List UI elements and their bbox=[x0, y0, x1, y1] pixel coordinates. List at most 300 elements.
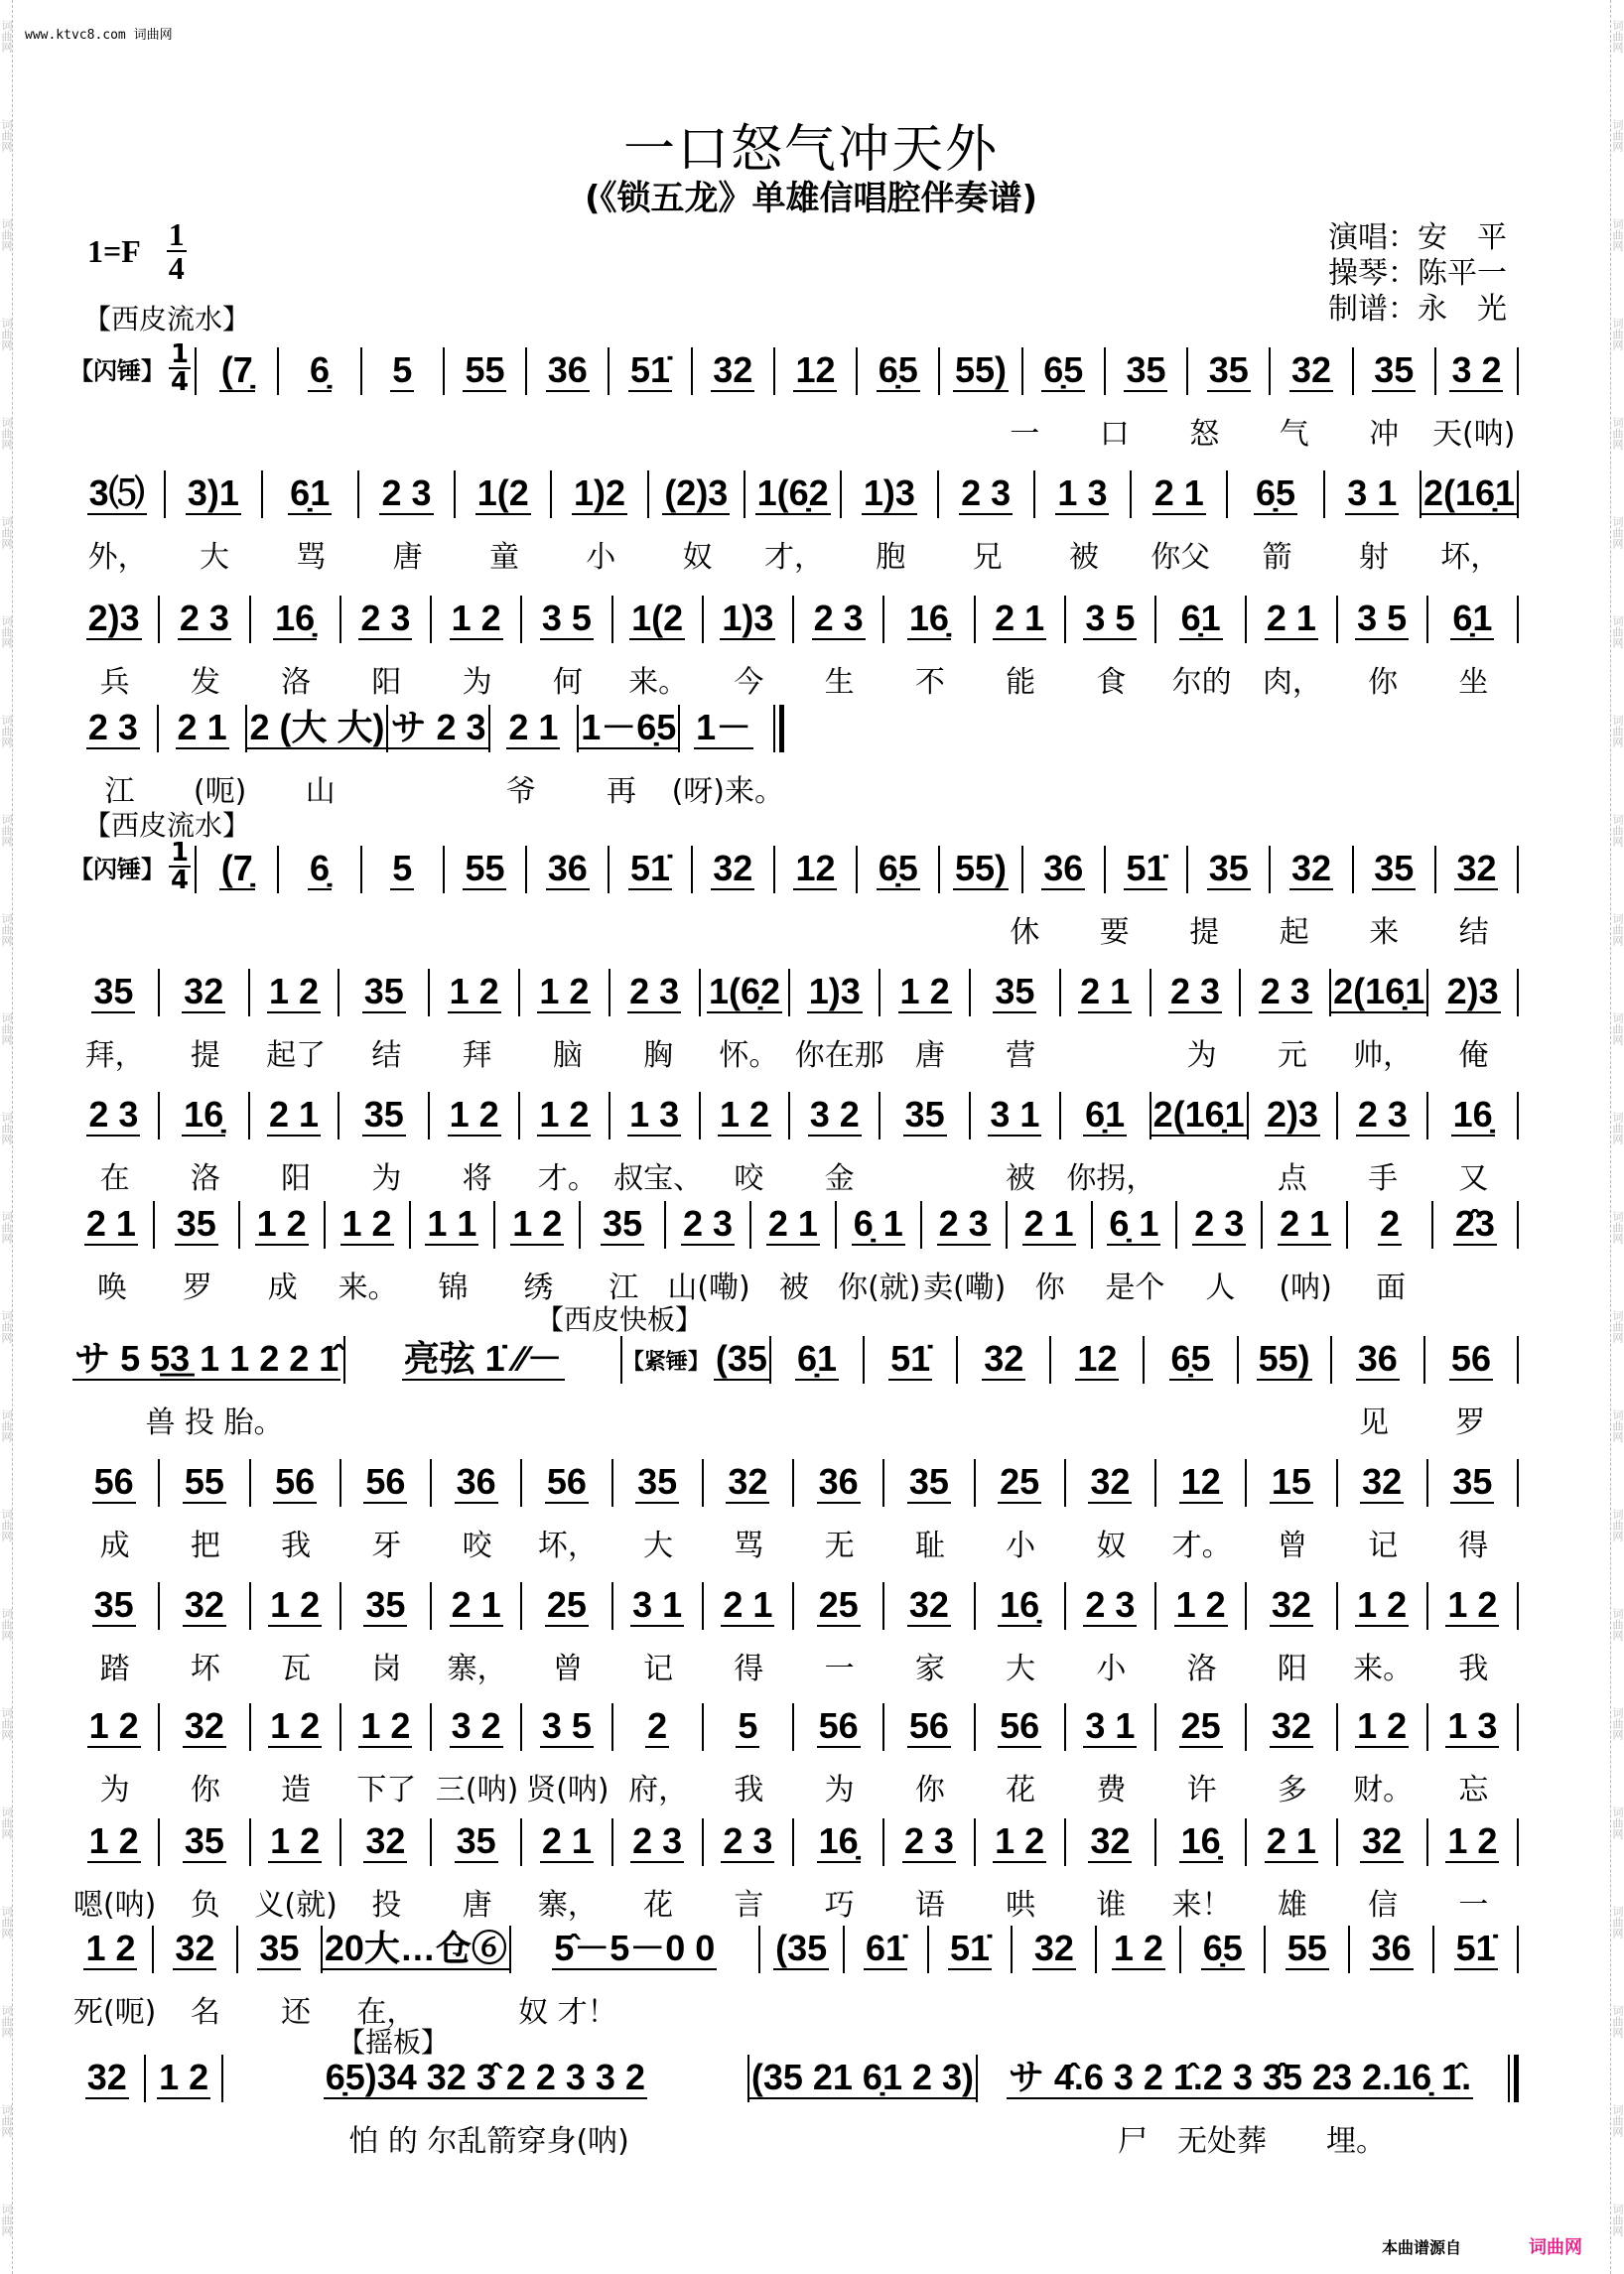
credit-fiddle: 操琴：陈平一 bbox=[1328, 256, 1507, 291]
measure-notes: 56 bbox=[1000, 1705, 1040, 1746]
lyrics-line bbox=[69, 657, 1519, 701]
time-signature: $\frac{1}{4}$ bbox=[168, 216, 185, 286]
measure bbox=[324, 1201, 409, 1249]
barline bbox=[1517, 596, 1519, 643]
measure bbox=[520, 1818, 610, 1866]
measure-notes: 6̣5 bbox=[1202, 1928, 1243, 1968]
lyric: 山(嘞) bbox=[667, 1271, 750, 1305]
measure bbox=[488, 705, 578, 752]
measure bbox=[1336, 1582, 1426, 1630]
measure-notes: (35 21 6̣1 2 3) bbox=[750, 2057, 974, 2097]
notes-line bbox=[69, 1201, 1519, 1249]
lyrics-line bbox=[69, 766, 784, 810]
measure-notes: 6̣ 1 bbox=[1109, 1203, 1159, 1244]
notes-line bbox=[69, 1092, 1519, 1139]
measure-notes: 32 bbox=[365, 1820, 406, 1861]
lyric: 卖(嘞) bbox=[922, 1271, 1007, 1305]
barline bbox=[1517, 1818, 1519, 1866]
measure bbox=[443, 347, 525, 395]
time-signature bbox=[169, 341, 191, 395]
measure-notes: 51̇ bbox=[629, 848, 670, 888]
measure bbox=[856, 347, 938, 395]
measure-notes: 36 bbox=[1371, 1928, 1412, 1968]
measure bbox=[1348, 1926, 1432, 1973]
lyric: 奴 bbox=[682, 540, 713, 575]
lyric: 奴 bbox=[1096, 1529, 1127, 1563]
measure-notes: 2 1 bbox=[268, 1094, 320, 1135]
measure-notes: 6̣5 bbox=[878, 848, 918, 888]
measure bbox=[609, 969, 699, 1016]
measure bbox=[702, 1703, 792, 1751]
lyric: 来。 bbox=[1353, 1652, 1414, 1686]
lyric: 嗯(呐) bbox=[72, 1888, 157, 1923]
measure-notes: 6̣ bbox=[309, 349, 330, 390]
measure-notes: 16̣ bbox=[1180, 1820, 1221, 1861]
lyric bbox=[1156, 1153, 1247, 1197]
measure-notes: 51̇ bbox=[890, 1338, 931, 1379]
notes-line bbox=[69, 1703, 1519, 1751]
lyric: 三(呐) bbox=[435, 1773, 519, 1807]
lyric: 气 bbox=[1279, 417, 1309, 452]
lyric: 把 bbox=[190, 1529, 220, 1563]
watermark-mark: 词曲网 bbox=[1611, 1806, 1624, 1839]
notes-line bbox=[69, 1459, 1519, 1507]
lyric: (呀)来。 bbox=[671, 774, 784, 809]
lyric: 多 bbox=[1277, 1773, 1307, 1807]
measure bbox=[611, 1459, 702, 1507]
measure-notes: 3 1 bbox=[1347, 472, 1398, 513]
measure bbox=[856, 846, 938, 893]
page-subtitle: (《锁五龙》单雄信唱腔伴奏谱) bbox=[584, 179, 1038, 218]
measure bbox=[702, 1582, 792, 1630]
measure-notes: 1 1 bbox=[427, 1203, 477, 1244]
measure-notes: 32 bbox=[175, 1928, 215, 1968]
measure bbox=[153, 1201, 238, 1249]
notes-line bbox=[69, 705, 784, 752]
measure-notes: 35 bbox=[603, 1203, 643, 1244]
measure bbox=[69, 1092, 158, 1139]
measure bbox=[1432, 1926, 1517, 1973]
measure-notes: 32 bbox=[1271, 1705, 1311, 1746]
measure bbox=[1104, 846, 1186, 893]
measure-notes: 2(16̣1 bbox=[1422, 472, 1516, 513]
measure bbox=[1336, 1818, 1426, 1866]
lyric: 投 bbox=[371, 1888, 402, 1923]
barline bbox=[1517, 1092, 1519, 1139]
measure bbox=[1245, 1703, 1335, 1751]
lyric: 人 bbox=[1205, 1271, 1236, 1305]
measure-notes: 1 2 bbox=[451, 598, 501, 638]
watermark-mark: 词曲网 bbox=[0, 615, 13, 648]
measure-notes: 56 bbox=[1450, 1338, 1491, 1379]
lyric: 起 bbox=[1279, 915, 1309, 950]
lyric: 你 bbox=[1034, 1271, 1065, 1305]
lyric: 来 bbox=[1369, 915, 1400, 950]
measure-notes: 1 2 bbox=[539, 1094, 590, 1135]
watermark-mark: 词曲网 bbox=[0, 417, 13, 450]
watermark-mark: 词曲网 bbox=[0, 1310, 13, 1343]
lyric: 踏 bbox=[99, 1652, 130, 1686]
lyric: 绣 bbox=[523, 1271, 554, 1305]
lyric: 记 bbox=[1368, 1529, 1399, 1563]
measure-notes: 61̇ bbox=[866, 1928, 906, 1968]
lyric: (呐) bbox=[1279, 1271, 1332, 1305]
barline bbox=[1517, 1582, 1519, 1630]
lyric bbox=[704, 1987, 794, 2031]
lyric bbox=[441, 907, 531, 951]
lyrics-line bbox=[69, 907, 1519, 951]
measure-notes: 1(6̣2 bbox=[708, 971, 780, 1011]
measure bbox=[69, 2055, 144, 2102]
lyric bbox=[172, 409, 262, 453]
measure bbox=[1130, 470, 1226, 518]
lyric: 为 bbox=[99, 1773, 130, 1807]
measure-notes: 6̣5 bbox=[1043, 349, 1084, 390]
percussion-prefix bbox=[69, 840, 191, 893]
measure bbox=[428, 1092, 518, 1139]
measure-notes: 25 bbox=[546, 1584, 587, 1625]
lyric bbox=[711, 409, 801, 453]
measure-notes: 56 bbox=[365, 1461, 406, 1502]
lyric: 阳 bbox=[371, 665, 402, 700]
lyric: 射 bbox=[1358, 540, 1389, 575]
measure-notes: 2 3 bbox=[961, 472, 1012, 513]
page-title: 一口怒气冲天外 bbox=[622, 120, 999, 180]
measure-notes: 2)3 bbox=[1267, 1094, 1319, 1135]
measure-notes: 25 bbox=[1180, 1705, 1221, 1746]
measure-notes: (7̣ bbox=[220, 848, 253, 888]
measure bbox=[1064, 1459, 1154, 1507]
measure-notes: 2 3 bbox=[1357, 1094, 1408, 1135]
measure-notes: 15 bbox=[1271, 1461, 1311, 1502]
measure bbox=[343, 1336, 619, 1384]
measure-notes: 6̣5 bbox=[1170, 1338, 1211, 1379]
watermark-mark: 词曲网 bbox=[1611, 1211, 1624, 1244]
notes-line bbox=[69, 2055, 1519, 2102]
measure-notes: 55 bbox=[184, 1461, 224, 1502]
lyric: 无 bbox=[824, 1529, 855, 1563]
score-row bbox=[69, 1926, 1519, 2031]
measure bbox=[969, 969, 1059, 1016]
measure bbox=[699, 1092, 789, 1139]
score-row bbox=[69, 339, 1519, 453]
measure-notes: 32 bbox=[1362, 1820, 1403, 1861]
measure bbox=[1426, 969, 1517, 1016]
measure bbox=[882, 1703, 973, 1751]
measure bbox=[1011, 1926, 1095, 1973]
measure-notes: 1 2 bbox=[539, 971, 590, 1011]
measure bbox=[158, 1703, 248, 1751]
lyric: 不 bbox=[914, 665, 945, 700]
lyric bbox=[351, 409, 442, 453]
lyric: 叔宝、 bbox=[613, 1161, 704, 1196]
measure bbox=[1426, 596, 1517, 643]
lyric bbox=[890, 907, 981, 951]
lyric: 洛 bbox=[190, 1161, 220, 1196]
measure-notes: 6̣1 bbox=[1085, 1094, 1126, 1135]
lyrics-line bbox=[69, 1263, 1519, 1306]
lyric: 兄 bbox=[972, 540, 1003, 575]
lyric bbox=[441, 409, 531, 453]
measure-notes: 2(16̣1 bbox=[1152, 1094, 1245, 1135]
lyric: 天(呐) bbox=[1432, 417, 1516, 452]
measure-notes: 16̣ bbox=[1000, 1584, 1040, 1625]
measure-notes: 2 1 bbox=[1153, 472, 1204, 513]
measure bbox=[956, 1336, 1049, 1384]
measure bbox=[969, 1092, 1059, 1139]
lyric: 我 bbox=[734, 1773, 764, 1807]
lyric: 来！ bbox=[1171, 1888, 1232, 1923]
measure-notes: 2 bbox=[647, 1705, 668, 1746]
measure bbox=[339, 1818, 430, 1866]
watermark-mark: 词曲网 bbox=[1611, 119, 1624, 152]
measure bbox=[749, 1201, 835, 1249]
measure-notes: 51̇ bbox=[949, 1928, 991, 1968]
measure-notes: 3 2 bbox=[451, 1705, 501, 1746]
measure bbox=[277, 347, 359, 395]
watermark-mark: 词曲网 bbox=[1611, 715, 1624, 747]
measure bbox=[620, 1336, 769, 1384]
measure bbox=[609, 1092, 699, 1139]
measure bbox=[1006, 1201, 1091, 1249]
measure bbox=[792, 596, 882, 643]
notes-line bbox=[69, 1926, 1519, 1973]
lyric: 大 bbox=[199, 540, 229, 575]
measure bbox=[788, 969, 879, 1016]
lyric: 发 bbox=[190, 665, 220, 700]
measure-notes: (35 bbox=[775, 1928, 828, 1968]
lyric: 罗 bbox=[1455, 1405, 1486, 1440]
measure-notes: 1 2 bbox=[270, 1584, 321, 1625]
site-url[interactable]: www.ktvc8.com 词曲网 bbox=[25, 28, 173, 43]
lyric bbox=[884, 1153, 975, 1197]
measure-notes: 2 1 bbox=[1023, 1203, 1074, 1244]
measure-notes: 16̣ bbox=[1452, 1094, 1493, 1135]
measure-notes: 36 bbox=[547, 349, 588, 390]
lyric: 洛 bbox=[1186, 1652, 1217, 1686]
watermark-mark: 词曲网 bbox=[1611, 1310, 1624, 1343]
lyric bbox=[843, 1398, 939, 1441]
measure-notes: 36 bbox=[818, 1461, 859, 1502]
measure bbox=[428, 969, 518, 1016]
measure-notes: 3 5 bbox=[541, 1705, 592, 1746]
measure bbox=[238, 1201, 324, 1249]
measure bbox=[1064, 1582, 1154, 1630]
measure bbox=[1352, 846, 1434, 893]
measure bbox=[321, 1926, 509, 1973]
watermark-mark: 词曲网 bbox=[0, 1211, 13, 1244]
measure-notes: 2 3 bbox=[1085, 1584, 1136, 1625]
measure bbox=[1059, 969, 1150, 1016]
measure-notes: 5̂－5－0 0 bbox=[554, 1928, 716, 1968]
measure-notes: 亮弦 1̇ ∕∕－ bbox=[403, 1338, 563, 1379]
measure bbox=[360, 846, 443, 893]
lyric: 金 bbox=[824, 1161, 855, 1196]
lyric: 谁 bbox=[1096, 1888, 1127, 1923]
measure bbox=[152, 1926, 236, 1973]
watermark-mark: 词曲网 bbox=[0, 1112, 13, 1144]
measure bbox=[339, 1703, 430, 1751]
measure bbox=[430, 1818, 520, 1866]
lyric: 我 bbox=[281, 1529, 312, 1563]
measure-notes: 1 2 bbox=[512, 1203, 563, 1244]
measure bbox=[920, 1201, 1006, 1249]
measure-notes: 1)3 bbox=[722, 598, 774, 638]
measure bbox=[1064, 1703, 1154, 1751]
measure-notes: 36 bbox=[1357, 1338, 1398, 1379]
lyric: 手 bbox=[1368, 1161, 1399, 1196]
lyric bbox=[711, 907, 801, 951]
measure bbox=[493, 1201, 579, 1249]
measure bbox=[1323, 470, 1420, 518]
measure bbox=[1434, 846, 1517, 893]
measure-notes: 1(6̣2 bbox=[756, 472, 829, 513]
lyric: 忘 bbox=[1458, 1773, 1489, 1807]
lyric: 信 bbox=[1368, 1888, 1399, 1923]
measure bbox=[1237, 1336, 1330, 1384]
lyric: 寨， bbox=[447, 1652, 507, 1686]
measure bbox=[1426, 1818, 1517, 1866]
measure-notes: 1 2 bbox=[719, 1094, 769, 1135]
measure-notes: サ 5 5͟3 1 1 2 2 1̂ bbox=[74, 1338, 339, 1379]
measure bbox=[1154, 1703, 1245, 1751]
measure-notes: 6̣1 bbox=[1452, 598, 1493, 638]
measure bbox=[430, 1582, 520, 1630]
measure-notes: 35 bbox=[184, 1820, 224, 1861]
lyric bbox=[1433, 1263, 1519, 1306]
lyric bbox=[1133, 1398, 1229, 1441]
lyric: 下了 bbox=[356, 1773, 417, 1807]
watermark-mark: 词曲网 bbox=[1611, 814, 1624, 847]
measure bbox=[699, 969, 789, 1016]
lyric bbox=[745, 1398, 842, 1441]
measure bbox=[1247, 1092, 1337, 1139]
lyric: 要 bbox=[1099, 915, 1130, 950]
time-top: 1 bbox=[171, 838, 190, 868]
measure-notes: 32 bbox=[713, 848, 753, 888]
measure bbox=[758, 1926, 843, 1973]
lyric: 你父 bbox=[1150, 540, 1211, 575]
measure-notes: 16̣ bbox=[908, 598, 949, 638]
key-signature bbox=[87, 218, 187, 284]
measure-notes: 2)3 bbox=[1446, 971, 1499, 1011]
lyric: 锦 bbox=[438, 1271, 469, 1305]
measure bbox=[744, 470, 840, 518]
measure bbox=[664, 1201, 749, 1249]
measure-notes: 3 1 bbox=[990, 1094, 1040, 1135]
measure bbox=[974, 596, 1064, 643]
measure-notes: 2 1 bbox=[995, 598, 1045, 638]
measure-notes: 32 bbox=[984, 1338, 1024, 1379]
measure bbox=[195, 846, 277, 893]
measure bbox=[454, 470, 550, 518]
lyric: 咬 bbox=[462, 1529, 492, 1563]
measure bbox=[792, 1582, 882, 1630]
lyric: 耻 bbox=[914, 1529, 945, 1563]
measure-notes: 2 1 bbox=[85, 1203, 136, 1244]
lyric: 怒 bbox=[1189, 417, 1220, 452]
measure bbox=[1154, 1459, 1245, 1507]
measure bbox=[882, 1459, 973, 1507]
time-top: 1 bbox=[171, 339, 190, 369]
measure-notes: 1 2 bbox=[1447, 1584, 1498, 1625]
measure bbox=[509, 1926, 758, 1973]
measure-notes: 1 2 bbox=[256, 1203, 307, 1244]
measure-notes: 35 bbox=[176, 1203, 216, 1244]
lyric: 坏， bbox=[537, 1529, 598, 1563]
lyric: 义(就) bbox=[254, 1888, 338, 1923]
lyric: 你 bbox=[190, 1773, 220, 1807]
measure bbox=[1245, 596, 1335, 643]
lyric: 瓦 bbox=[281, 1652, 312, 1686]
measure bbox=[1269, 347, 1351, 395]
measure-notes: 35 bbox=[908, 1461, 949, 1502]
measure-notes: 32 bbox=[1033, 1928, 1074, 1968]
measure bbox=[843, 1926, 927, 1973]
lyric: 许 bbox=[1186, 1773, 1217, 1807]
measure bbox=[882, 1818, 973, 1866]
measure-notes: 1)3 bbox=[808, 971, 861, 1011]
lyric: 岗 bbox=[371, 1652, 402, 1686]
measure-notes: 16̣ bbox=[818, 1820, 859, 1861]
lyric: 成 bbox=[99, 1529, 130, 1563]
measure bbox=[69, 969, 158, 1016]
barline bbox=[1517, 846, 1519, 893]
watermark-mark: 词曲网 bbox=[0, 318, 13, 350]
lyric bbox=[370, 766, 471, 810]
measure bbox=[1064, 1818, 1154, 1866]
measure-notes: 3 1 bbox=[632, 1584, 683, 1625]
measure-notes: 1 2 bbox=[88, 1705, 139, 1746]
lyric: 箭 bbox=[1262, 540, 1292, 575]
lyric: 今 bbox=[734, 665, 764, 700]
lyric: 骂 bbox=[296, 540, 327, 575]
measure bbox=[221, 2055, 747, 2102]
lyric: 花 bbox=[1006, 1773, 1036, 1807]
lyric: 阳 bbox=[1277, 1652, 1307, 1686]
measure bbox=[611, 596, 702, 643]
measure-notes: 1 2 bbox=[1357, 1584, 1408, 1625]
measure bbox=[277, 846, 359, 893]
measure-notes: 35 bbox=[1374, 349, 1415, 390]
measure bbox=[840, 470, 936, 518]
lyric: 我 bbox=[1458, 1652, 1489, 1686]
measure-notes: 1 3 bbox=[1057, 472, 1108, 513]
score-row bbox=[69, 1703, 1519, 1808]
measure bbox=[339, 1582, 430, 1630]
measure-notes: 32 bbox=[1090, 1820, 1131, 1861]
lyric: 成 bbox=[267, 1271, 298, 1305]
measure bbox=[430, 1703, 520, 1751]
measure bbox=[158, 969, 248, 1016]
source-site-link[interactable]: 词曲网 bbox=[1529, 2237, 1582, 2258]
lyric: 得 bbox=[1458, 1529, 1489, 1563]
measure bbox=[1336, 1459, 1426, 1507]
measure bbox=[1261, 1201, 1346, 1249]
measure bbox=[520, 1703, 610, 1751]
measure bbox=[550, 470, 646, 518]
lyric: 一 bbox=[1458, 1888, 1489, 1923]
measure bbox=[1245, 1582, 1335, 1630]
lyric bbox=[172, 907, 262, 951]
measure bbox=[1245, 1818, 1335, 1866]
lyric: 财。 bbox=[1353, 1773, 1414, 1807]
lyric: 又 bbox=[1458, 1161, 1489, 1196]
lyric: 提 bbox=[1189, 915, 1220, 950]
lyric: 拜， bbox=[84, 1038, 145, 1073]
measure bbox=[1434, 347, 1517, 395]
measure-notes: 56 bbox=[818, 1705, 859, 1746]
